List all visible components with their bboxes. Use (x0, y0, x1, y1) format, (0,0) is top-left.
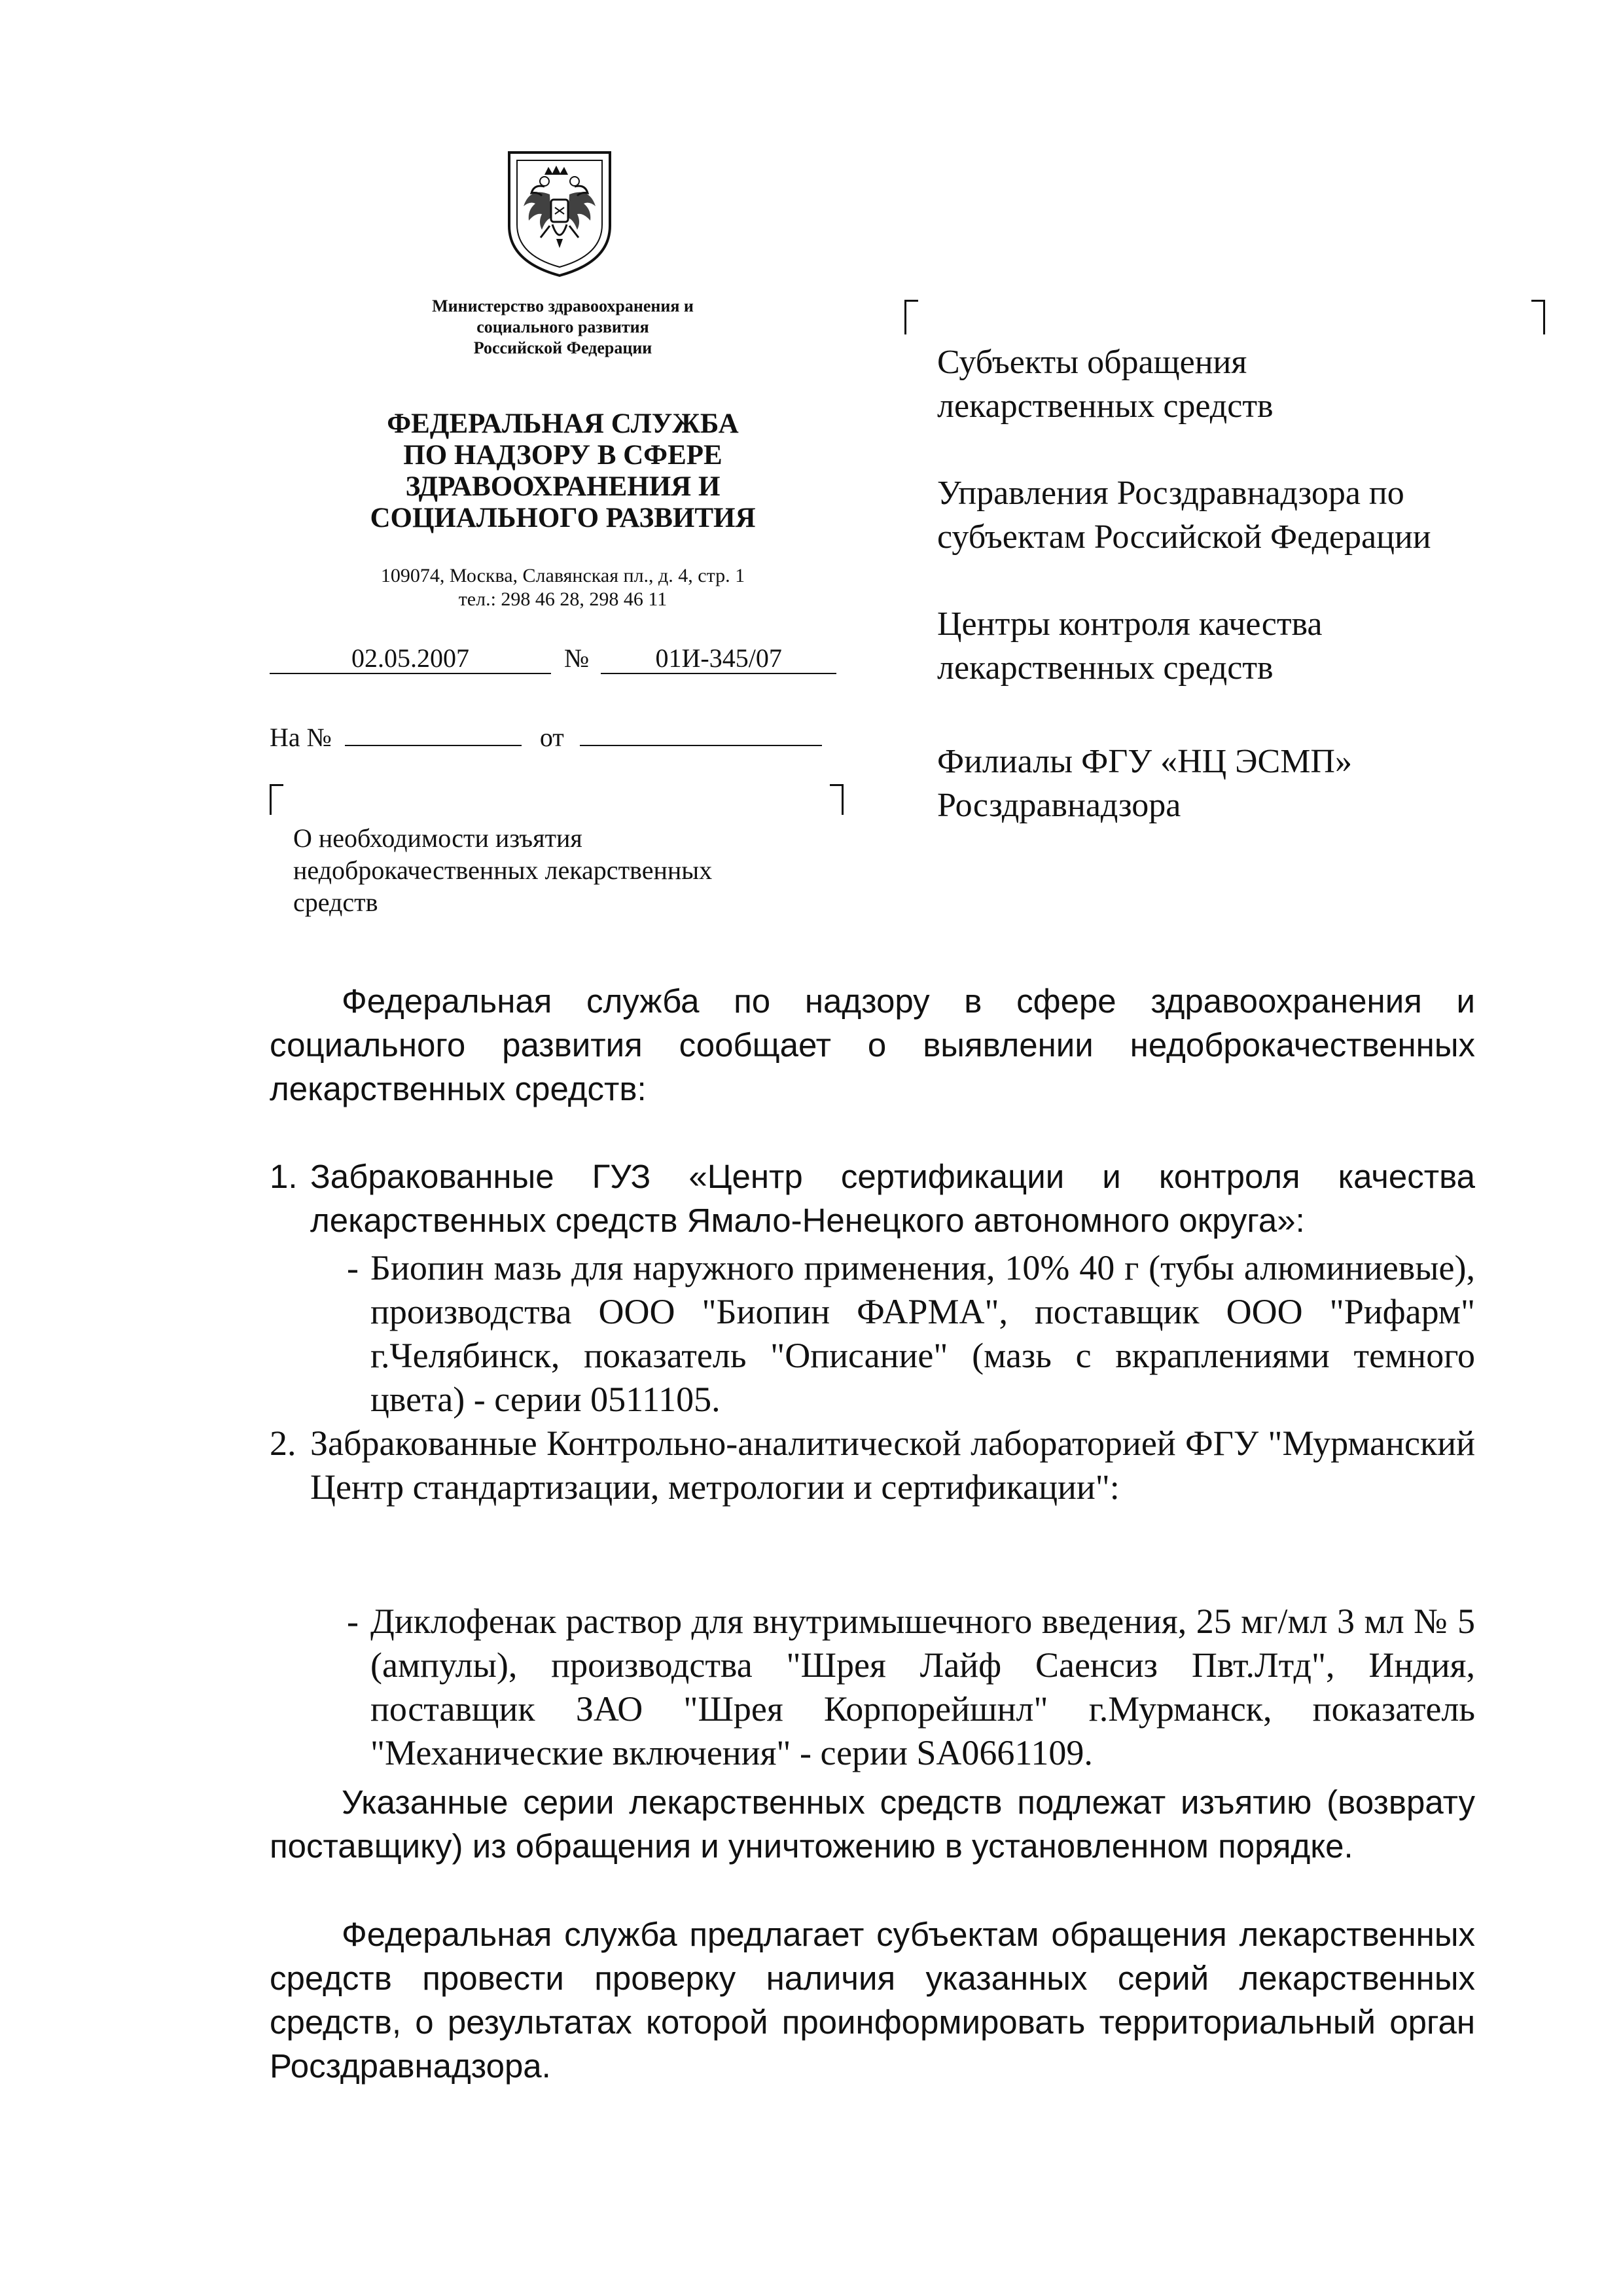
ministry-line-1: Министерство здравоохранения и (432, 296, 694, 315)
item-1-product: Биопин мазь для наружного применения, 10% 40 г (тубы алюминиевые), производства ООО "Биопин ФАРМА", поставщик ООО "Рифарм" г.Челябинск, показатель "Описание" (мазь с вкраплениями темного цвета) - серии 0511105. (370, 1248, 1475, 1419)
subject-line-3: средств (293, 888, 378, 917)
service-address (314, 564, 812, 611)
addressee-3-line-2: лекарственных средств (937, 649, 1274, 687)
service-name (314, 408, 812, 534)
addressee-2-line-1: Управления Росздравнадзора по (937, 475, 1404, 512)
addressee-1-line-2: лекарственных средств (937, 387, 1274, 425)
reply-date-blank (580, 715, 822, 746)
service-line-3: ЗДРАВООХРАНЕНИЯ И (405, 471, 721, 502)
subject-line-1: О необходимости изъятия (293, 823, 582, 853)
reply-from-label: от (539, 723, 564, 752)
subject (293, 822, 882, 918)
addressee-4-line-2: Росздравнадзора (937, 787, 1181, 824)
subject-bracket-left (270, 784, 283, 815)
russian-coat-of-arms-icon (504, 147, 615, 278)
service-line-1: ФЕДЕРАЛЬНАЯ СЛУЖБА (387, 408, 739, 439)
addressee-bracket-right (1531, 300, 1545, 334)
address-line: 109074, Москва, Славянская пл., д. 4, стр. 1 (380, 565, 745, 586)
ministry-name (366, 296, 759, 359)
addressee-bracket-left (904, 300, 918, 334)
reply-label: На № (270, 723, 332, 752)
outgoing-reference (270, 643, 836, 674)
addressee-2 (937, 471, 1565, 559)
inspection-paragraph: Федеральная служба предлагает субъектам обращения лекарственных средств провести проверку наличия указанных серий лекарственных средств, о результатах которой проинформировать территориальный орган Росздравнадзора. (270, 1916, 1475, 2085)
item-2-text: Забракованные Контрольно-аналитической лабораторией ФГУ "Мурманский Центр стандартизации, метрологии и сертификации": (310, 1424, 1475, 1507)
addressee-2-line-2: субъектам Российской Федерации (937, 518, 1431, 556)
service-line-2: ПО НАДЗОРУ В СФЕРЕ (403, 440, 722, 471)
subject-line-2: недоброкачественных лекарственных (293, 855, 713, 885)
intro-paragraph: Федеральная служба по надзору в сфере здравоохранения и социального развития сообщает о выявлении недоброкачественных лекарственных средств: (270, 982, 1475, 1107)
addressee-1 (937, 340, 1565, 428)
addressee-1-line-1: Субъекты обращения (937, 344, 1247, 381)
ministry-line-2: социального развития (476, 317, 649, 336)
number-field: 01И-345/07 (601, 643, 836, 674)
item-2-product: Диклофенак раствор для внутримышечного введения, 25 мг/мл 3 мл № 5 (ампулы), производства "Шрея Лайф Саенсиз Пвт.Лтд", Индия, поставщик ЗАО "Шрея Корпорейшнл" г.Мурманск, показатель "Механические включения" - серии SA0661109. (370, 1602, 1475, 1772)
reply-reference (270, 715, 822, 753)
item-2-number: 2. (270, 1424, 296, 1463)
date-field: 02.05.2007 (270, 643, 551, 674)
item-2-dash: - (347, 1602, 359, 1641)
reply-number-blank (345, 715, 522, 746)
addressee-4 (937, 740, 1565, 827)
item-1-number: 1. (270, 1158, 298, 1195)
item-1-text: Забракованные ГУЗ «Центр сертификации и контроля качества лекарственных средств Ямало-Ненецкого автономного округа»: (310, 1158, 1475, 1239)
phone-line: тел.: 298 46 28, 298 46 11 (458, 588, 668, 610)
number-sign: № (564, 643, 590, 673)
item-1-dash: - (347, 1248, 359, 1287)
service-line-4: СОЦИАЛЬНОГО РАЗВИТИЯ (370, 503, 756, 533)
addressee-3 (937, 602, 1565, 690)
withdrawal-paragraph: Указанные серии лекарственных средств подлежат изъятию (возврату поставщику) из обращения и уничтожению в установленном порядке. (270, 1784, 1475, 1865)
addressee-3-line-1: Центры контроля качества (937, 605, 1323, 643)
addressee-4-line-1: Филиалы ФГУ «НЦ ЭСМП» (937, 743, 1352, 780)
subject-bracket-right (830, 784, 844, 815)
ministry-line-3: Российской Федерации (473, 338, 652, 357)
